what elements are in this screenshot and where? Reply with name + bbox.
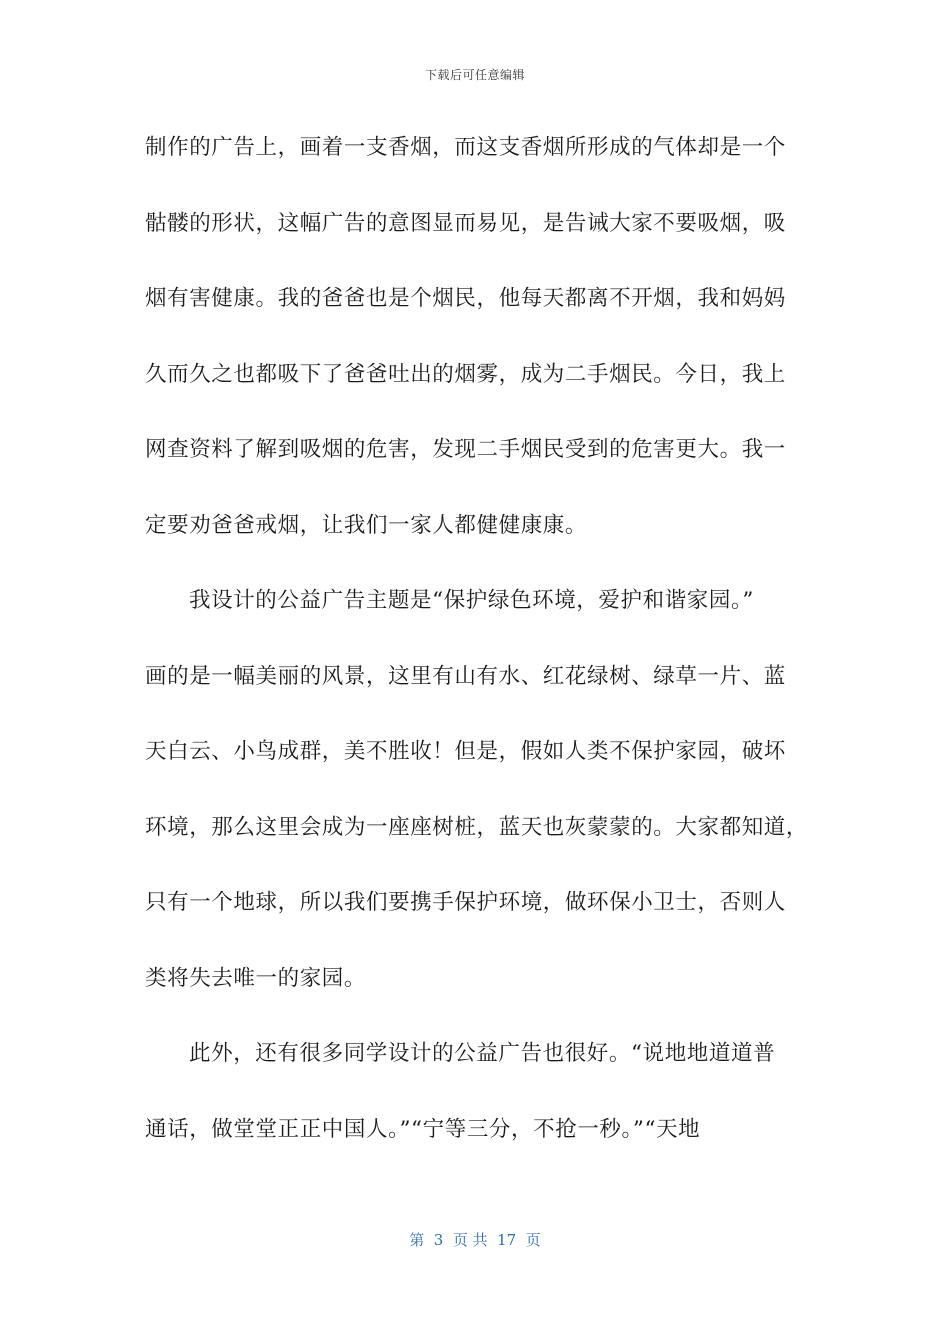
text-line: 通话，做堂堂正正中国人。”“宁等三分，不抢一秒。”“天地 <box>145 1116 701 1142</box>
text-line: 制作的广告上，画着一支香烟，而这支香烟所形成的气体却是一个 <box>145 135 786 160</box>
paragraph-start-line: 我设计的公益广告主题是“保护绿色环境，爱护和谐家园。” <box>189 588 754 613</box>
document-body <box>145 128 809 1185</box>
text-line: 类将失去唯一的家园。 <box>145 965 367 991</box>
page-header-note: 下载后可任意编辑 <box>424 68 525 82</box>
text-line: 天白云、小鸟成群，美不胜收！但是，假如人类不保护家园，破坏 <box>145 739 786 764</box>
text-line: 烟有害健康。我的爸爸也是个烟民，他每天都离不开烟，我和妈妈 <box>145 286 786 311</box>
text-line: 画的是一幅美丽的风景，这里有山有水、红花绿树、绿草一片、蓝 <box>145 663 786 689</box>
page-number-footer: 第 3 页 共 17 页 <box>409 1231 541 1249</box>
text-line: 定要劝爸爸戒烟，让我们一家人都健健康康。 <box>145 512 588 538</box>
text-line: 网查资料了解到吸烟的危害，发现二手烟民受到的危害更大。我一 <box>145 437 786 462</box>
text-line: 骷髅的形状，这幅广告的意图显而易见，是告诫大家不要吸烟，吸 <box>145 210 786 236</box>
text-line: 只有一个地球，所以我们要携手保护环境，做环保小卫士，否则人 <box>145 890 786 915</box>
text-line: 久而久之也都吸下了爸爸吐出的烟雾，成为二手烟民。今日，我上 <box>145 361 786 387</box>
text-line: 环境，那么这里会成为一座座树桩，蓝天也灰蒙蒙的。大家都知道， <box>145 814 809 840</box>
paragraph-start-line: 此外，还有很多同学设计的公益广告也很好。“说地地道道普 <box>189 1041 776 1066</box>
